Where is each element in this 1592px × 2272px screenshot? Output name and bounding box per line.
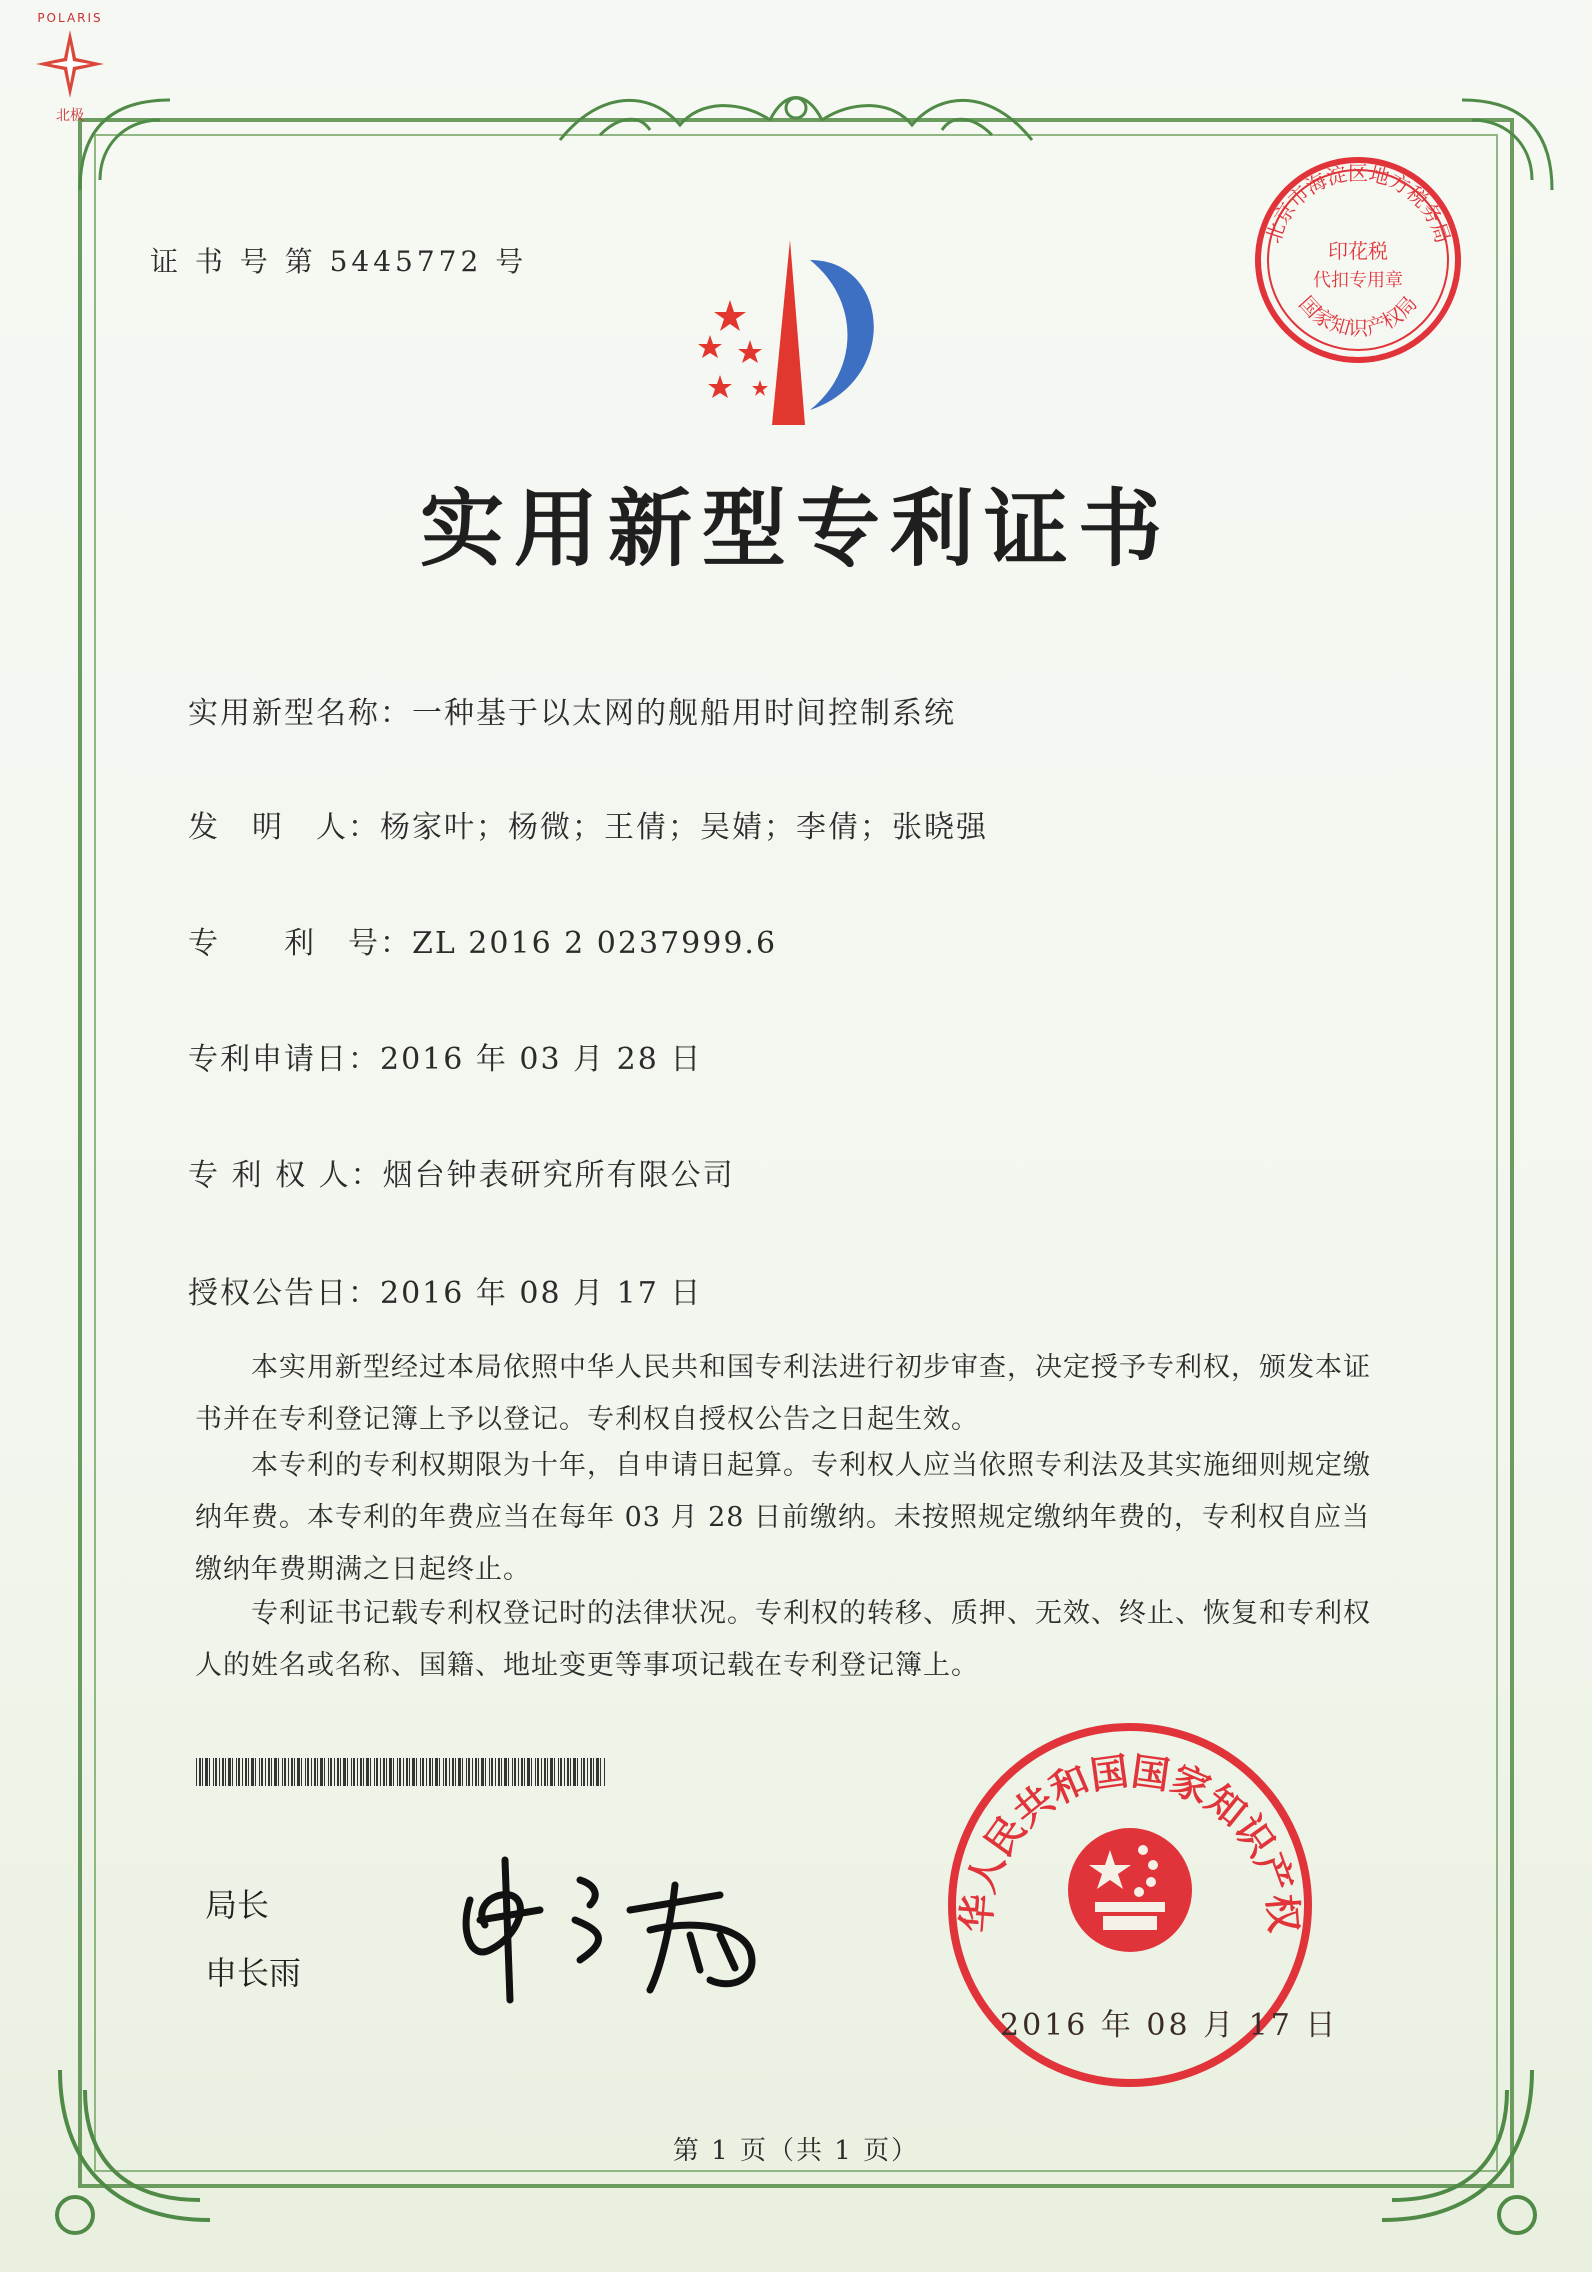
barcode-bar [564, 1758, 565, 1786]
barcode-bar [337, 1758, 339, 1786]
barcode-bar [370, 1758, 371, 1786]
barcode-bar [366, 1758, 369, 1786]
barcode-bar [501, 1758, 502, 1786]
barcode-bar [518, 1758, 519, 1786]
director-title: 局长 [205, 1886, 270, 1924]
page-footer: 第 1 页（共 1 页） [672, 2136, 920, 2166]
barcode-bar [587, 1758, 588, 1786]
barcode-bar [347, 1758, 348, 1786]
barcode-bar [452, 1758, 454, 1786]
barcode-bar [537, 1758, 539, 1786]
barcode-bar [489, 1758, 490, 1786]
barcode-bar [376, 1758, 378, 1786]
barcode-bar [232, 1758, 233, 1786]
barcode-bar [600, 1758, 601, 1786]
tax-stamp-seal [1248, 150, 1468, 370]
barcode-bar [570, 1758, 571, 1786]
corner-ornament-top-right [1452, 60, 1592, 200]
inventors: 发 明 人：杨家叶；杨微；王倩；吴婧；李倩；张晓强 [188, 810, 988, 845]
barcode-bar [353, 1758, 355, 1786]
barcode-bar [288, 1758, 289, 1786]
barcode-bar [314, 1758, 316, 1786]
cnipa-emblem [660, 220, 920, 450]
barcode-bar [420, 1758, 421, 1786]
top-ornament [540, 80, 1052, 160]
barcode-bar [265, 1758, 266, 1786]
barcode-bar [328, 1758, 329, 1786]
barcode-bar [403, 1758, 404, 1786]
barcode-bar [268, 1758, 270, 1786]
barcode-bar [485, 1758, 486, 1786]
barcode-bar [307, 1758, 309, 1786]
barcode-bar [558, 1758, 559, 1786]
barcode-bar [245, 1758, 247, 1786]
barcode-bar [554, 1758, 555, 1786]
barcode-bar [360, 1758, 362, 1786]
barcode-bar [363, 1758, 364, 1786]
barcode-bar [294, 1758, 295, 1786]
barcode-bar [449, 1758, 450, 1786]
barcode-bar [305, 1758, 306, 1786]
barcode-bar [215, 1758, 217, 1786]
barcode-bar [445, 1758, 447, 1786]
barcode-bar [271, 1758, 272, 1786]
director-name: 申长雨 [205, 1954, 302, 1992]
director-signature [450, 1840, 830, 2010]
barcode-bar [466, 1758, 467, 1786]
barcode-bar [495, 1758, 496, 1786]
filing-date: 专利申请日：2016 年 03 月 28 日 [188, 1042, 703, 1077]
barcode-bar [472, 1758, 473, 1786]
barcode-bar [531, 1758, 532, 1786]
barcode-bar [334, 1758, 335, 1786]
certificate-number: 证 书 号 第 5445772 号 [150, 245, 528, 278]
barcode [196, 1758, 606, 1786]
barcode-bar [393, 1758, 394, 1786]
grant-announcement-date: 授权公告日：2016 年 08 月 17 日 [188, 1276, 703, 1311]
barcode-bar [409, 1758, 410, 1786]
barcode-bar [527, 1758, 530, 1786]
patent-number: 专 利 号：ZL 2016 2 0237999.6 [188, 926, 778, 961]
barcode-bar [604, 1758, 605, 1786]
barcode-bar [481, 1758, 484, 1786]
barcode-bar [550, 1758, 553, 1786]
paragraph-legal-status: 专利证书记载专利权登记时的法律状况。专利权的转移、质押、无效、终止、恢复和专利权人的姓名或名称、国籍、地址变更等事项记载在专利登记簿上。 [195, 1598, 1371, 1681]
barcode-bar [590, 1758, 592, 1786]
barcode-bar [242, 1758, 243, 1786]
barcode-bar [573, 1758, 576, 1786]
barcode-bar [228, 1758, 231, 1786]
seal-arc-text: 华人民共和国国家知识产权 [954, 1749, 1306, 1934]
tax-seal-bottom-text: 国家知识产权局 [1294, 291, 1422, 341]
barcode-bar [583, 1758, 585, 1786]
barcode-bar [432, 1758, 433, 1786]
barcode-bar [284, 1758, 286, 1786]
barcode-bar [278, 1758, 279, 1786]
barcode-bar [524, 1758, 525, 1786]
barcode-bar [261, 1758, 263, 1786]
barcode-bar [255, 1758, 256, 1786]
barcode-bar [498, 1758, 500, 1786]
barcode-bar [274, 1758, 277, 1786]
barcode-bar [297, 1758, 300, 1786]
barcode-bar [340, 1758, 341, 1786]
barcode-bar [320, 1758, 323, 1786]
barcode-bar [547, 1758, 548, 1786]
barcode-bar [475, 1758, 477, 1786]
svg-text:北京市海淀区地方税务局 [1261, 161, 1455, 246]
certificate-title: 实用新型专利证书 [419, 479, 1172, 578]
paragraph-term: 本专利的专利权期限为十年，自申请日起算。专利权人应当依照专利法及其实施细则规定缴纳年费。本专利的年费应当在每年 03 月 28 日前缴纳。未按照规定缴纳年费的，专利权自应当缴纳年费期满之日起终止。 [195, 1450, 1371, 1585]
barcode-bar [426, 1758, 427, 1786]
barcode-bar [236, 1758, 237, 1786]
barcode-bar [199, 1758, 201, 1786]
barcode-bar [512, 1758, 513, 1786]
barcode-bar [205, 1758, 208, 1786]
barcode-bar [593, 1758, 594, 1786]
barcode-bar [317, 1758, 318, 1786]
barcode-bar [389, 1758, 392, 1786]
barcode-bar [225, 1758, 226, 1786]
barcode-bar [202, 1758, 203, 1786]
barcode-bar [330, 1758, 332, 1786]
barcode-bar [462, 1758, 463, 1786]
polaris-cn-text: 北极 [56, 108, 84, 124]
barcode-bar [412, 1758, 415, 1786]
barcode-bar [567, 1758, 569, 1786]
barcode-bar [301, 1758, 302, 1786]
barcode-bar [491, 1758, 493, 1786]
barcode-bar [343, 1758, 346, 1786]
polaris-logo [30, 0, 110, 130]
barcode-bar [468, 1758, 470, 1786]
svg-text:国家知识产权局 [1294, 291, 1422, 340]
barcode-bar [535, 1758, 536, 1786]
barcode-bar [443, 1758, 444, 1786]
barcode-bar [238, 1758, 240, 1786]
tax-seal-middle-text: 印花税 [1328, 239, 1388, 263]
polaris-brand-text: POLARIS [37, 11, 103, 25]
barcode-bar [435, 1758, 438, 1786]
barcode-bar [406, 1758, 408, 1786]
barcode-bar [397, 1758, 398, 1786]
barcode-bar [196, 1758, 197, 1786]
patentee: 专 利 权 人：烟台钟表研究所有限公司 [188, 1158, 735, 1193]
barcode-bar [251, 1758, 254, 1786]
barcode-bar [429, 1758, 431, 1786]
barcode-bar [291, 1758, 293, 1786]
barcode-bar [422, 1758, 424, 1786]
seal-date: 2016 年 08 月 17 日 [1000, 2008, 1339, 2043]
barcode-bar [324, 1758, 325, 1786]
tax-seal-inner-text: 代扣专用章 [1313, 270, 1403, 291]
barcode-bar [248, 1758, 249, 1786]
barcode-bar [386, 1758, 387, 1786]
barcode-bar [209, 1758, 210, 1786]
barcode-bar [374, 1758, 375, 1786]
paragraph-grant: 本实用新型经过本局依照中华人民共和国专利法进行初步审查，决定授予专利权，颁发本证书并在专利登记簿上予以登记。专利权自授权公告之日起生效。 [195, 1352, 1371, 1435]
barcode-bar [311, 1758, 312, 1786]
barcode-bar [577, 1758, 578, 1786]
barcode-bar [282, 1758, 283, 1786]
barcode-bar [541, 1758, 542, 1786]
barcode-bar [380, 1758, 381, 1786]
utility-model-name: 实用新型名称：一种基于以太网的舰船用时间控制系统 [188, 696, 956, 731]
barcode-bar [458, 1758, 461, 1786]
barcode-bar [478, 1758, 479, 1786]
barcode-bar [544, 1758, 546, 1786]
barcode-bar [259, 1758, 260, 1786]
barcode-bar [416, 1758, 417, 1786]
barcode-bar [596, 1758, 599, 1786]
barcode-bar [514, 1758, 516, 1786]
barcode-bar [439, 1758, 440, 1786]
barcode-bar [560, 1758, 562, 1786]
barcode-bar [399, 1758, 401, 1786]
barcode-bar [219, 1758, 220, 1786]
barcode-bar [213, 1758, 214, 1786]
barcode-bar [504, 1758, 507, 1786]
barcode-bar [222, 1758, 224, 1786]
barcode-bar [508, 1758, 509, 1786]
barcode-bar [383, 1758, 385, 1786]
barcode-bar [357, 1758, 358, 1786]
barcode-bar [351, 1758, 352, 1786]
barcode-bar [581, 1758, 582, 1786]
barcode-bar [521, 1758, 523, 1786]
tax-seal-outer-text: 北京市海淀区地方税务局 [1260, 161, 1456, 247]
barcode-bar [455, 1758, 456, 1786]
